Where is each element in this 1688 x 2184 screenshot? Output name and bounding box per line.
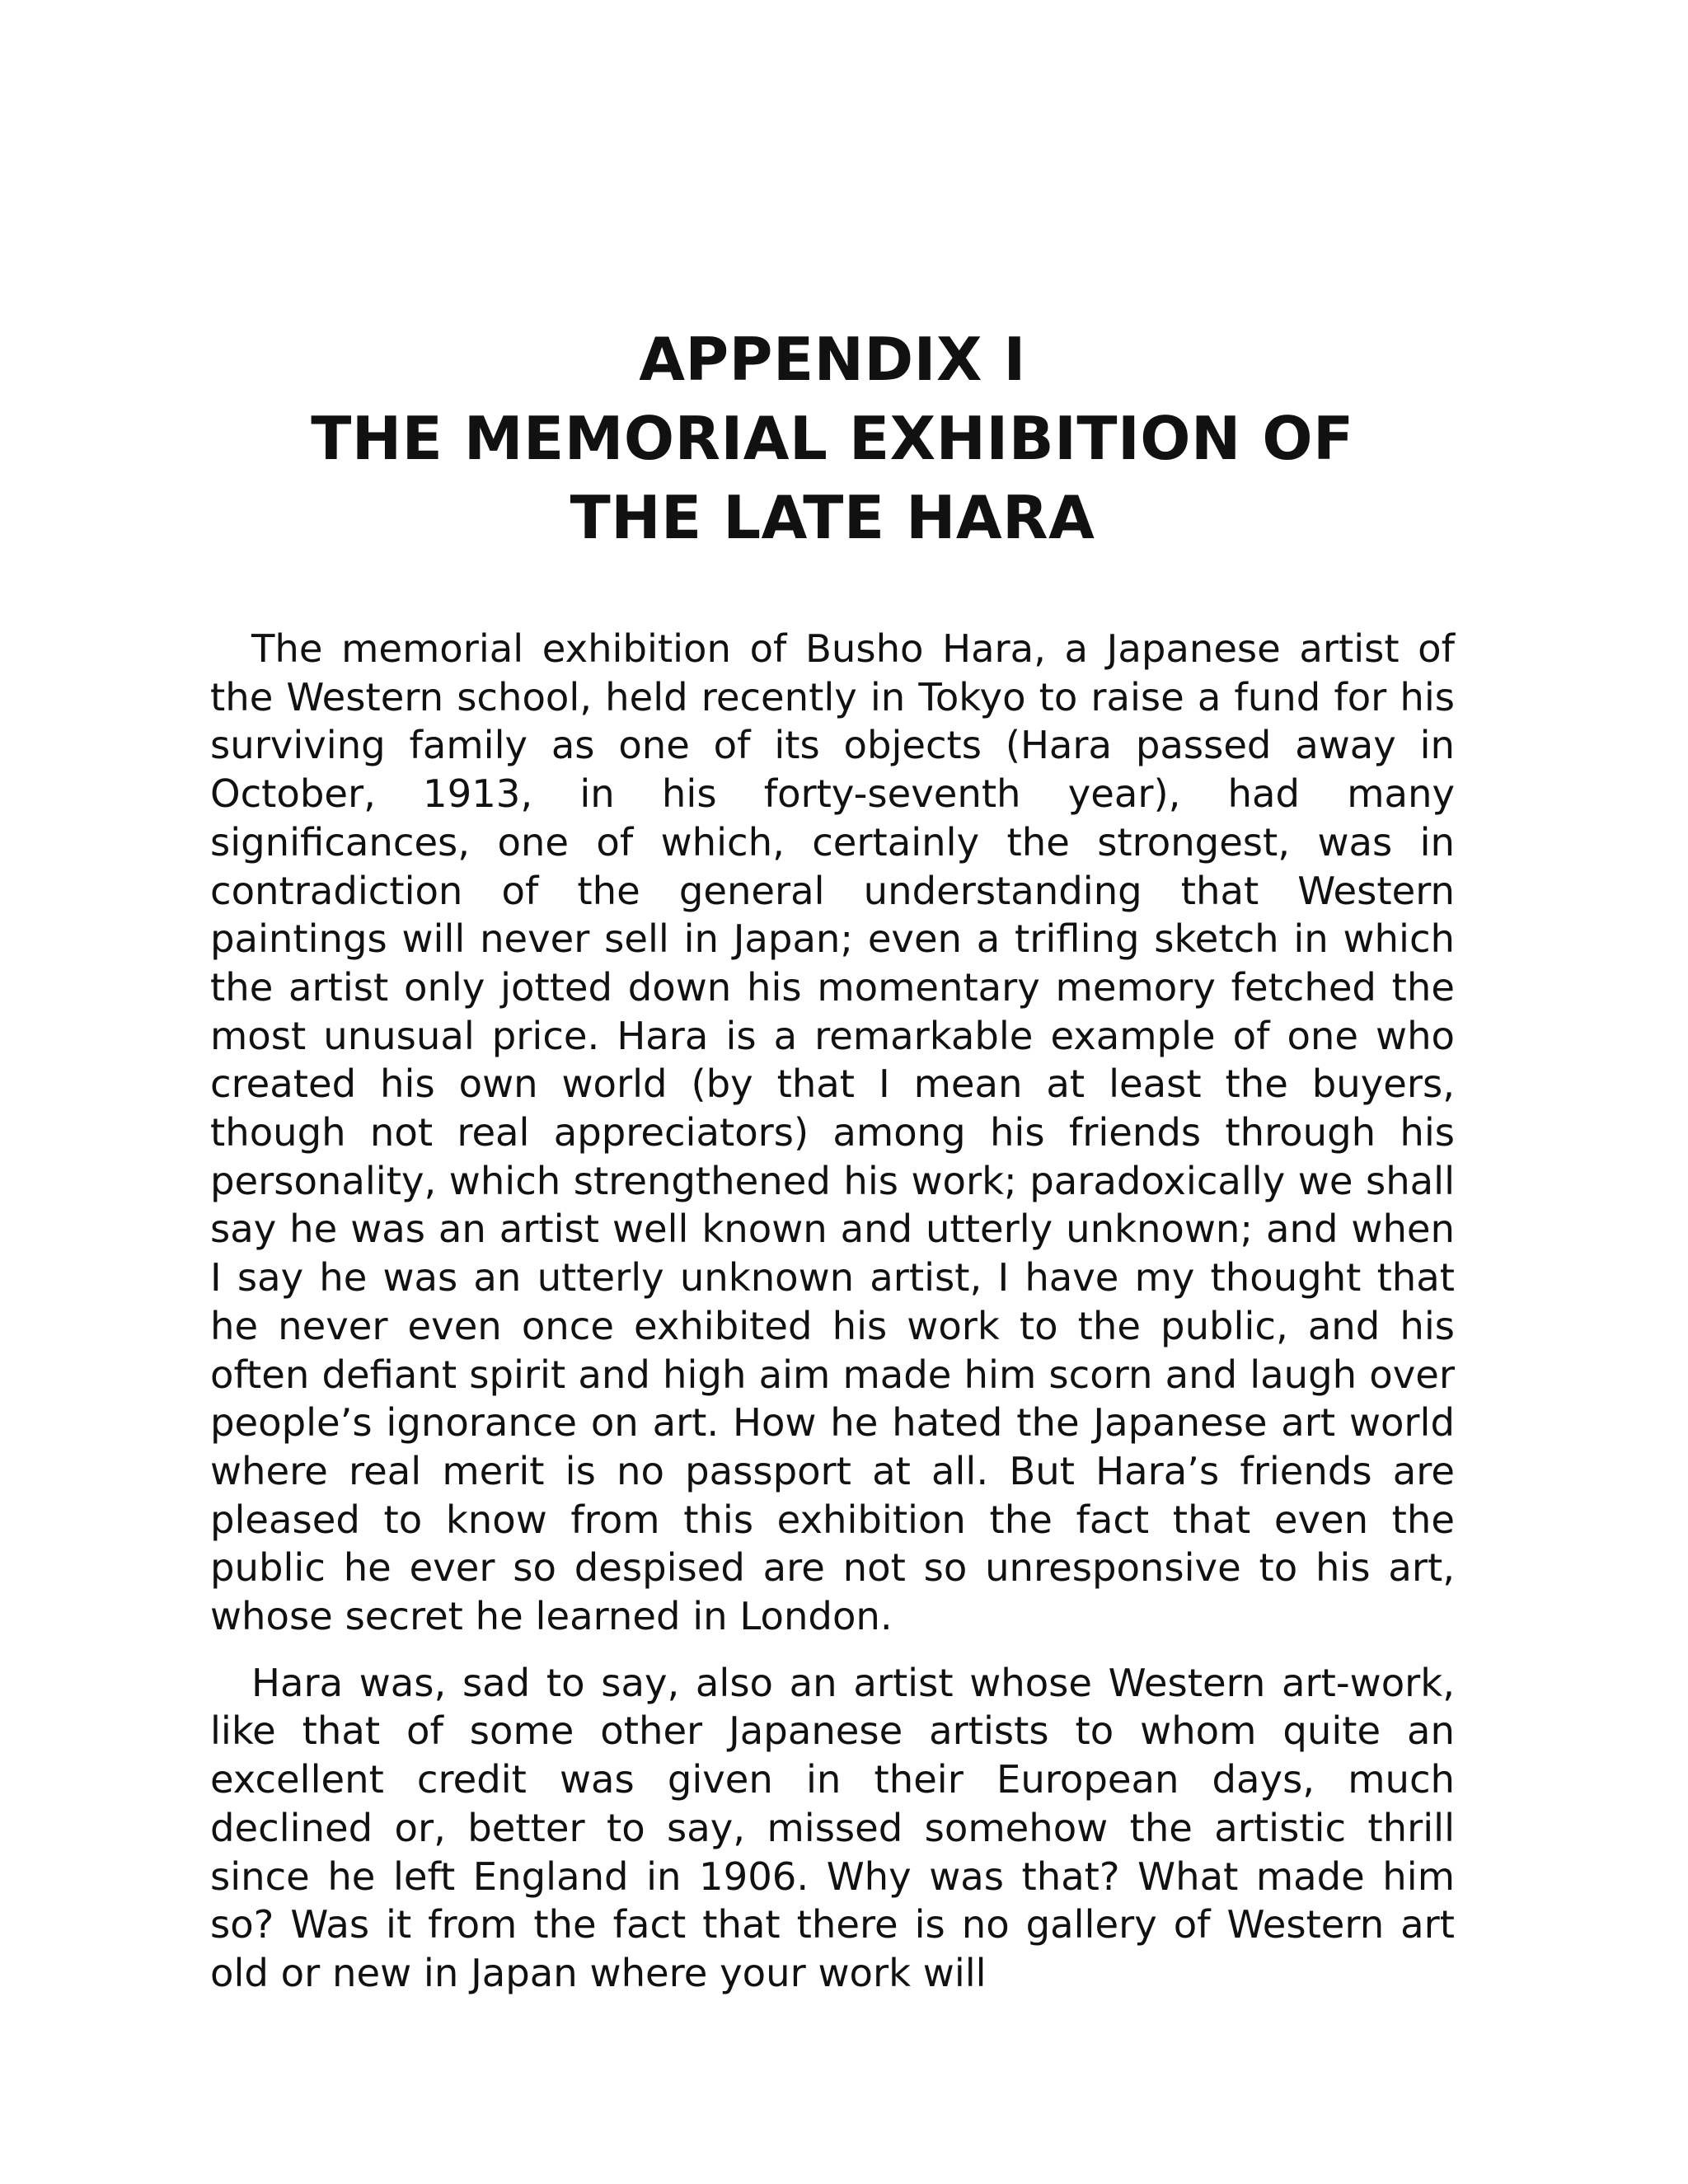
paragraph: The memorial exhibition of Busho Hara, a Japanese artist of the Western school, held recently in Tokyo to raise a fund for his surviving family as one of its objects (Hara passed away in October, 1913, in his forty-seventh year), had many significances, one of which, certainly the strongest, was in contradiction of the general understanding that Western paintings will never sell in Japan; even a trifling sketch in which the artist only jotted down his momentary memory fetched the most unusual price. Hara is a remarkable example of one who created his own world (by that I mean at least the buyers, though not real appreciators) among his friends through his personality, which strengthened his work; paradoxically we shall say he was an artist well known and utterly unknown; and when I say he was an utterly unknown artist, I have my thought that he never even once exhibited his work to the public, and his often defiant spirit and high aim made him scorn and laugh over people’s ignorance on art. How he hated the Japanese art world where real merit is no passport at all. But Hara’s friends are pleased to know from this exhibition the fact that even the public he ever so despised are not so unresponsive to his art, whose secret he learned in London. [210, 626, 1455, 1639]
heading-line-title: THE MEMORIAL EXHIBITION OF [311, 404, 1354, 473]
document-page [210, 0, 1455, 2184]
chapter-heading [210, 320, 1455, 557]
body-text [210, 625, 1455, 2016]
heading-line-subtitle: THE LATE HARA [570, 483, 1095, 552]
heading-line-appendix: APPENDIX I [639, 325, 1026, 394]
paragraph: Hara was, sad to say, also an artist whose Western art-work, like that of some other Japanese artists to whom quite an excellent credit was given in their European days, much declined or, better to say, missed somehow the artistic thrill since he left England in 1906. Why was that? What made him so? Was it from the fact that there is no gallery of Western art old or new in Japan where your work will [210, 1660, 1455, 1995]
